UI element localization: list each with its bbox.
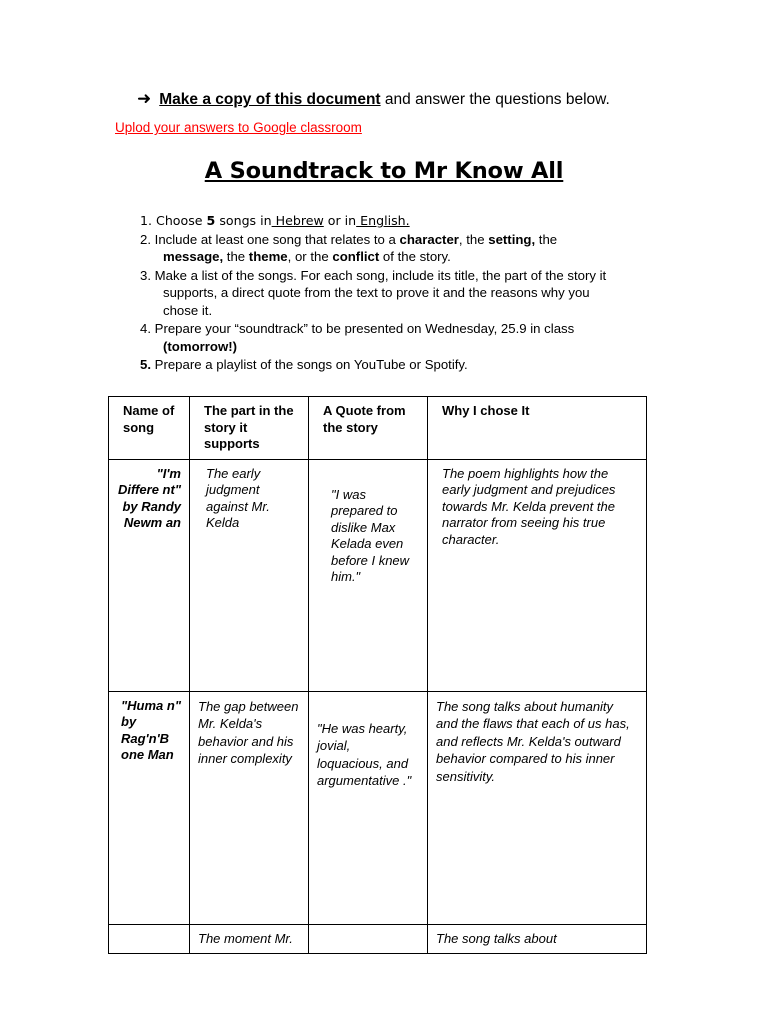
hebrew-link[interactable]: Hebrew [271,213,324,228]
list-item: 4. Prepare your “soundtrack” to be presented on Wednesday, 25.9 in class (tomorrow!) [140,321,575,354]
song-name-cell [109,924,190,954]
quote-cell: "He was hearty, jovial, loquacious, and argumentative ." [309,691,428,924]
column-header: The part in the story it supports [190,397,309,460]
song-name-cell: "I'm Differe nt" by Randy Newm an [109,459,190,691]
instruction-line [137,89,610,109]
column-header: Name of song [109,397,190,460]
instructions-list [140,212,660,375]
quote-cell: "I was prepared to dislike Max Kelada even before I knew him." [309,459,428,691]
story-part-cell: The gap between Mr. Kelda's behavior and his inner complexity [190,691,309,924]
page-title: A Soundtrack to Mr Know All [204,158,564,184]
song-name-cell: "Huma n" by Rag'n'B one Man [109,691,190,924]
story-part-cell: The moment Mr. [190,924,309,954]
column-header: Why I chose It [428,397,647,460]
reason-cell: The poem highlights how the early judgment and prejudices towards Mr. Kelda prevent the narrator from seeing his true character. [428,459,647,691]
upload-link[interactable]: Uplod your answers to Google classroom [115,120,362,135]
quote-cell [309,924,428,954]
list-item: 1. Choose 5 songs in Hebrew or in English. [140,213,410,228]
reason-cell: The song talks about [428,924,647,954]
arrow-icon: ➜ [137,89,152,108]
list-item: 2. Include at least one song that relates to a character, the setting, the message, the theme, or the conflict of the story. [140,231,558,264]
soundtrack-table [108,396,647,954]
story-part-cell: The early judgment against Mr. Kelda [190,459,309,691]
table-row [109,459,647,691]
table-row [109,924,647,954]
english-link[interactable]: English. [356,213,410,228]
instruction-rest: and answer the questions below. [380,91,610,108]
make-copy-link[interactable]: Make a copy of this document [159,91,381,108]
reason-cell: The song talks about humanity and the flaws that each of us has, and reflects Mr. Kelda's outward behavior compared to his inner sensitivity. [428,691,647,924]
table-header-row [109,397,647,460]
column-header: A Quote from the story [309,397,428,460]
list-item: 5. Prepare a playlist of the songs on YouTube or Spotify. [140,357,468,372]
list-item: 3. Make a list of the songs. For each song, include its title, the part of the story it supports, a direct quote from the text to prove it and the reasons why you chose it. [140,267,607,318]
table-row [109,691,647,924]
